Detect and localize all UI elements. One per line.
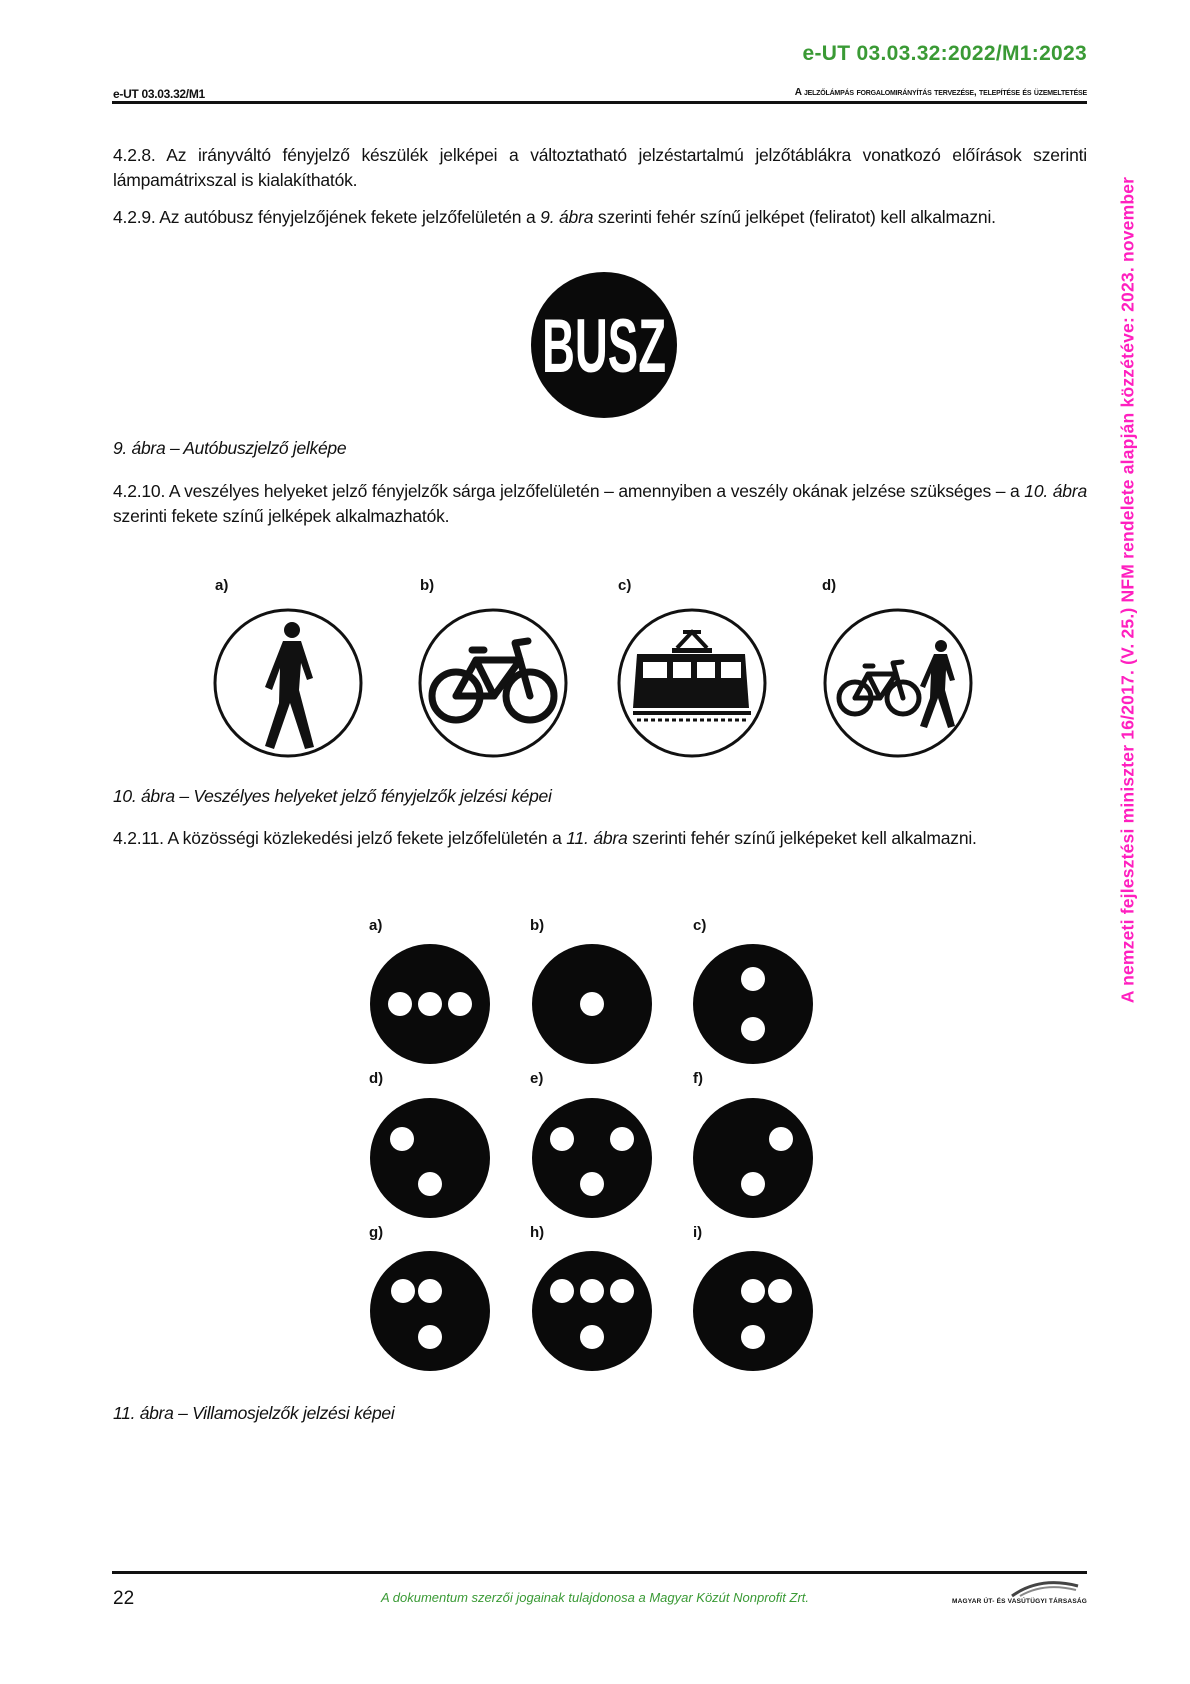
figure-reference: 11. ábra: [566, 828, 628, 848]
figure-10-label-b: b): [420, 577, 435, 594]
figure-reference: 10. ábra: [1024, 481, 1087, 501]
figure-11-label-a: a): [369, 917, 383, 934]
tram-signal-g-icon: [370, 1251, 490, 1371]
paragraph-4-2-10: 4.2.10. A veszélyes helyeket jelző fényjelzők sárga jelzőfelületén – amennyiben a veszély okának jelzése szükséges – a 10. ábra szerinti fekete színű jelképek alkalmazhatók.: [113, 481, 1087, 526]
header-rule: [112, 101, 1087, 104]
figure-reference: 9. ábra: [540, 207, 594, 227]
tram-signal-e-icon: [532, 1098, 652, 1218]
tram-signal-c-icon: [693, 944, 813, 1064]
figure-11-label-h: h): [530, 1224, 545, 1241]
tram-signal-i-icon: [693, 1251, 813, 1371]
figure-11-label-g: g): [369, 1224, 384, 1241]
organization-logo-icon: [1010, 1578, 1080, 1598]
document-id: e-UT 03.03.32:2022/M1:2023: [802, 42, 1087, 65]
paragraph-4-2-11: 4.2.11. A közösségi közlekedési jelző fekete jelzőfelületén a 11. ábra szerinti fehér színű jelképeket kell alkalmazni.: [113, 828, 977, 848]
figure-10-label-a: a): [215, 577, 229, 594]
sidebar-publication-note: A nemzeti fejlesztési miniszter 16/2017. (V. 25.) NFM rendelete alapján közzétéve: 2023. november: [1117, 176, 1138, 1004]
bicycle-pedestrian-icon: [823, 608, 973, 758]
figure-11-label-d: d): [369, 1070, 384, 1087]
paragraph-4-2-9: 4.2.9. Az autóbusz fényjelzőjének fekete jelzőfelületén a 9. ábra szerinti fehér színű jelképet (feliratot) kell alkalmazni.: [113, 207, 996, 227]
footer-rule: [112, 1571, 1087, 1574]
figure-11-caption: 11. ábra – Villamosjelzők jelzési képei: [113, 1403, 395, 1423]
header-left: e-UT 03.03.32/M1: [113, 87, 205, 101]
bicycle-icon: [418, 608, 568, 758]
organization-logo-text: MAGYAR ÚT- ÉS VASÚTÜGYI TÁRSASÁG: [952, 1598, 1087, 1605]
busz-symbol: [529, 271, 679, 419]
tram-icon: [617, 608, 767, 758]
busz-symbol-text: BUSZ: [541, 304, 667, 389]
tram-signal-a-icon: [370, 944, 490, 1064]
paragraph-4-2-8: 4.2.8. Az irányváltó fényjelző készülék jelképei a változtatható jelzéstartalmú jelzőtáblákra vonatkozó előírások szerinti lámpamátrixszal is kialakíthatók.: [113, 145, 1087, 190]
figure-11-label-b: b): [530, 917, 545, 934]
figure-10-caption: 10. ábra – Veszélyes helyeket jelző fényjelzők jelzési képei: [113, 786, 552, 806]
pedestrian-icon: [213, 608, 363, 758]
tram-signal-f-icon: [693, 1098, 813, 1218]
figure-9-caption: 9. ábra – Autóbuszjelző jelképe: [113, 438, 347, 458]
figure-11-label-c: c): [693, 917, 707, 934]
page-number: 22: [113, 1588, 135, 1609]
copyright-notice: A dokumentum szerzői jogainak tulajdonosa a Magyar Közút Nonprofit Zrt.: [380, 1590, 809, 1605]
figure-10-label-c: c): [618, 577, 632, 594]
figure-11-label-i: i): [693, 1224, 703, 1241]
figure-10-label-d: d): [822, 577, 837, 594]
tram-signal-h-icon: [532, 1251, 652, 1371]
tram-signal-d-icon: [370, 1098, 490, 1218]
header-title: A jelzőlámpás forgalomirányítás tervezése, telepítése és üzemeltetése: [794, 87, 1087, 98]
figure-11-label-e: e): [530, 1070, 544, 1087]
figure-11-label-f: f): [693, 1070, 703, 1087]
tram-signal-b-icon: [532, 944, 652, 1064]
